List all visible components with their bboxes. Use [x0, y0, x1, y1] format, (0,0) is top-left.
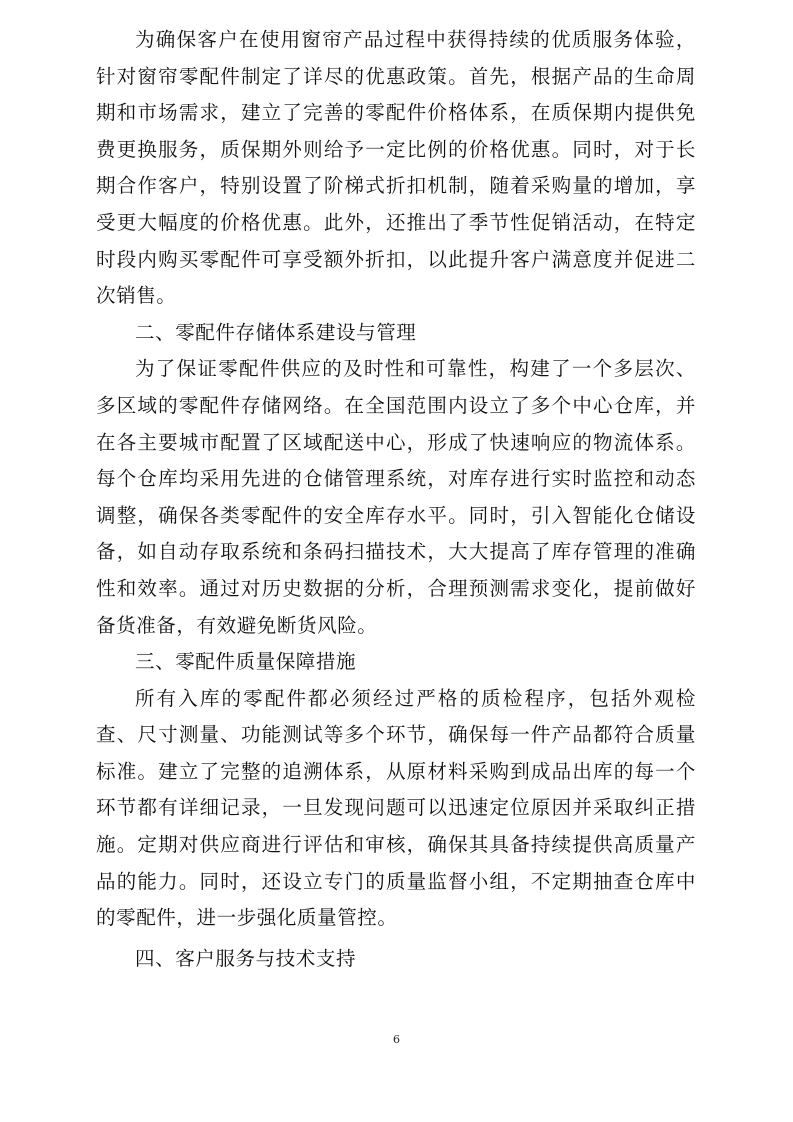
- paragraph-quality-measures: 所有入库的零配件都必须经过严格的质检程序，包括外观检查、尺寸测量、功能测试等多个环节，确保每一件产品都符合质量标准。建立了完整的追溯体系，从原材料采购到成品出库的每一个环节都有详细记录，一旦发现问题可以迅速定位原因并采取纠正措施。定期对供应商进行评估和审核，确保其具备持续提供高质量产品的能力。同时，还设立专门的质量监督小组，不定期抽查仓库中的零配件，进一步强化质量管控。: [96, 686, 696, 930]
- section-heading-quality: 三、零配件质量保障措施: [135, 650, 357, 674]
- paragraph-discount-policy: 为确保客户在使用窗帘产品过程中获得持续的优质服务体验，针对窗帘零配件制定了详尽的优惠政策。首先，根据产品的生命周期和市场需求，建立了完善的零配件价格体系，在质保期内提供免费更换服务，质保期外则给予一定比例的价格优惠。同时，对于长期合作客户，特别设置了阶梯式折扣机制，随着采购量的增加，享受更大幅度的价格优惠。此外，还推出了季节性促销活动，在特定时段内购买零配件可享受额外折扣，以此提升客户满意度并促进二次销售。: [96, 28, 696, 308]
- paragraph-storage-system: 为了保证零配件供应的及时性和可靠性，构建了一个多层次、多区域的零配件存储网络。在全国范围内设立了多个中心仓库，并在各主要城市配置了区域配送中心，形成了快速响应的物流体系。每个仓库均采用先进的仓储管理系统，对库存进行实时监控和动态调整，确保各类零配件的安全库存水平。同时，引入智能化仓储设备，如自动存取系统和条码扫描技术，大大提高了库存管理的准确性和效率。通过对历史数据的分析，合理预测需求变化，提前做好备货准备，有效避免断货风险。: [96, 357, 696, 637]
- document-body: [96, 22, 696, 977]
- section-heading-customer-service: 四、客户服务与技术支持: [135, 946, 357, 970]
- page-number: 6: [393, 1033, 400, 1046]
- section-heading-storage: 二、零配件存储体系建设与管理: [135, 320, 417, 344]
